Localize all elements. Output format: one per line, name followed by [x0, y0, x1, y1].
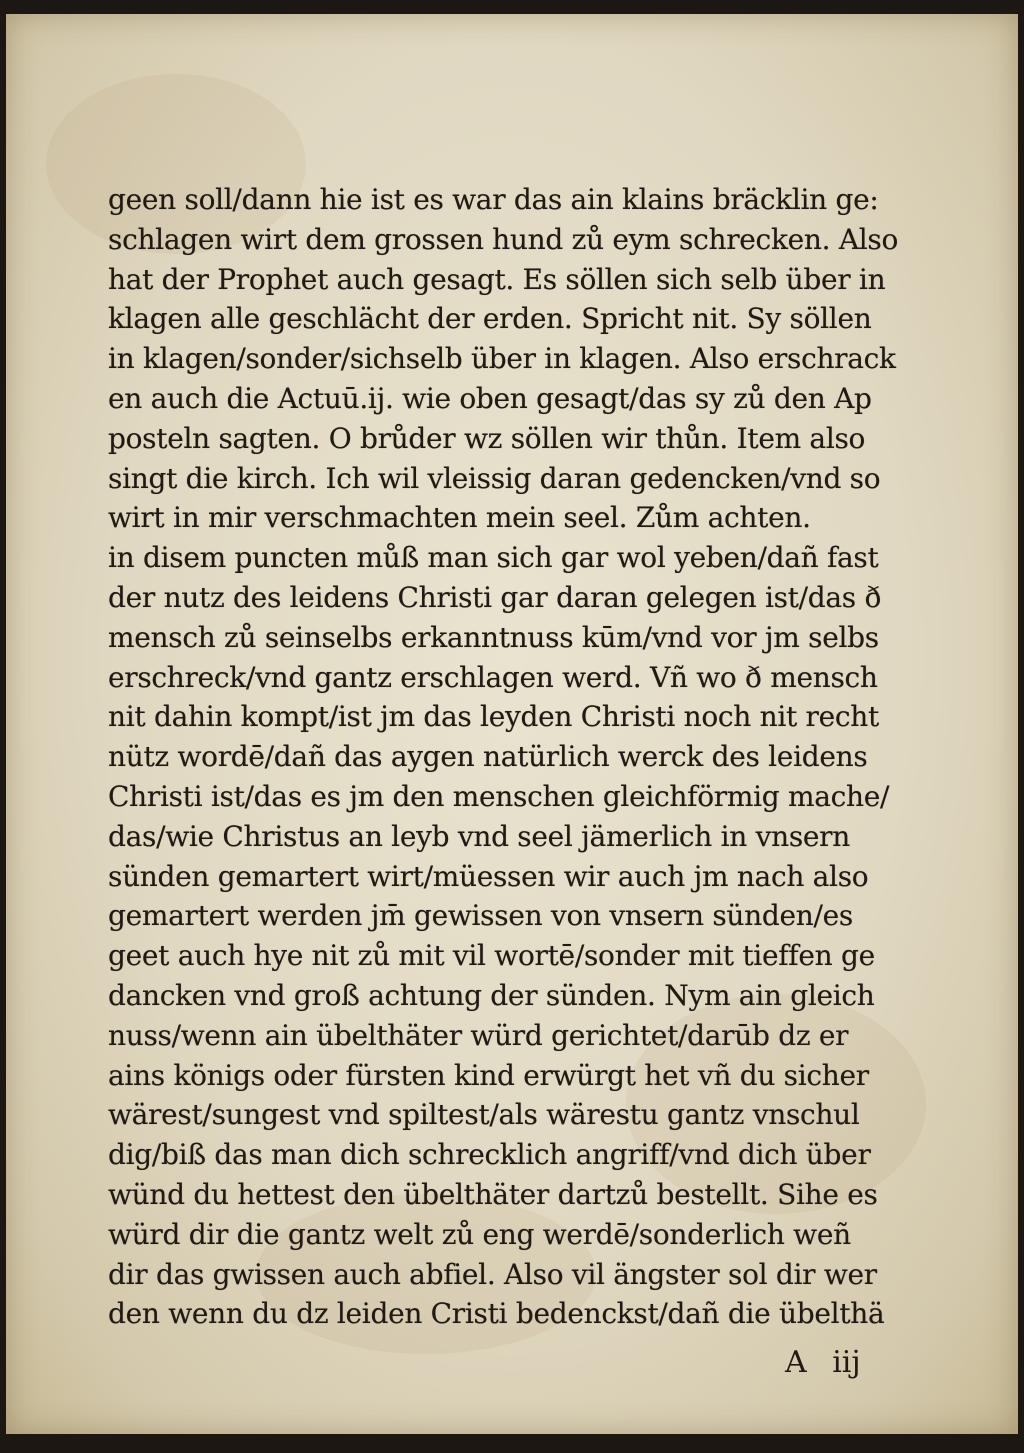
- text-line: nit dahin kompt/ist jm das leyden Christi noch nit recht: [108, 700, 879, 734]
- text-line: wärest/sungest vnd spiltest/als wärestu gantz vnschul: [108, 1098, 860, 1132]
- text-line: den wenn du dz leiden Cristi bedenckst/dañ die übelthä: [108, 1297, 885, 1331]
- text-line: dancken vnd groß achtung der sünden. Nym ain gleich: [108, 978, 875, 1012]
- text-line: geet auch hye nit zů mit vil wortē/sonder mit tieffen ge: [108, 939, 875, 973]
- text-line: schlagen wirt dem grossen hund zů eym schrecken. Also: [108, 222, 899, 256]
- text-line: sünden gemartert wirt/müessen wir auch jm nach also: [108, 859, 869, 893]
- text-line: dig/biß das man dich schrecklich angriff/vnd dich über: [108, 1138, 871, 1172]
- signature-mark: A iij: [785, 1345, 861, 1380]
- text-line: Christi ist/das es jm den menschen gleichförmig mache/: [108, 779, 890, 813]
- text-line: gemartert werden jm̄ gewissen von vnsern sünden/es: [108, 899, 853, 933]
- text-line: klagen alle geschlächt der erden. Spricht nit. Sy söllen: [108, 302, 872, 336]
- text-line: wirt in mir verschmachten mein seel. Zům achten.: [108, 501, 811, 535]
- text-line: der nutz des leidens Christi gar daran gelegen ist/das ð: [108, 580, 881, 614]
- text-line: wünd du hettest den übelthäter dartzů bestellt. Sihe es: [108, 1177, 878, 1211]
- text-line: würd dir die gantz welt zů eng werdē/sonderlich weñ: [108, 1217, 851, 1251]
- text-line: en auch die Actuū.ij. wie oben gesagt/das sy zů den Ap: [108, 381, 872, 415]
- page-text: [108, 180, 918, 1334]
- text-line: erschreck/vnd gantz erschlagen werd. Vñ wo ð mensch: [108, 660, 878, 694]
- text-line: mensch zů seinselbs erkanntnuss kūm/vnd vor jm selbs: [108, 620, 879, 654]
- text-line: posteln sagten. O brůder wz söllen wir thůn. Item also: [108, 421, 866, 455]
- text-line: nuss/wenn ain übelthäter würd gerichtet/darūb dz er: [108, 1018, 849, 1052]
- text-line: dir das gwissen auch abfiel. Also vil ängster sol dir wer: [108, 1257, 877, 1291]
- text-line: hat der Prophet auch gesagt. Es söllen sich selb über in: [108, 262, 886, 296]
- text-line: ains königs oder fürsten kind erwürgt het vñ du sicher: [108, 1058, 869, 1092]
- text-line: das/wie Christus an leyb vnd seel jämerlich in vnsern: [108, 819, 850, 853]
- text-line: in klagen/sonder/sichselb über in klagen. Also erschrack: [108, 342, 896, 376]
- text-line: in disem puncten můß man sich gar wol yeben/dañ fast: [108, 541, 879, 575]
- text-line: geen soll/dann hie ist es war das ain klains bräcklin ge:: [108, 183, 879, 216]
- text-line: singt die kirch. Ich wil vleissig daran gedencken/vnd so: [108, 461, 881, 495]
- text-line: nütz wordē/dañ das aygen natürlich werck des leidens: [108, 740, 868, 774]
